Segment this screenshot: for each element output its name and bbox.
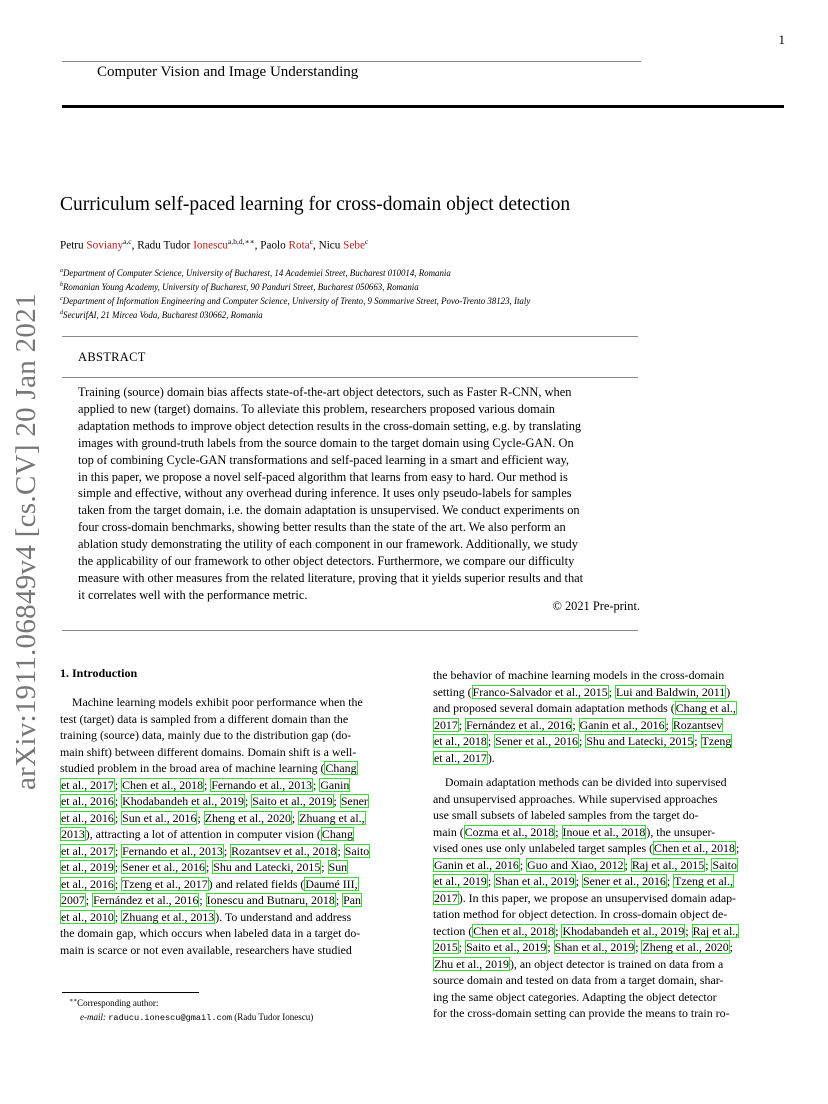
text-line — [60, 859, 410, 876]
citation-link[interactable]: Zhu et al., 2019 — [434, 956, 509, 971]
text-line — [433, 939, 784, 956]
text-line — [433, 807, 784, 824]
header-rule-thin — [62, 61, 641, 62]
citation-link[interactable]: Zhuang et al., 2013 — [122, 909, 215, 924]
citation-link[interactable]: Sener et al., 2016 — [122, 860, 206, 874]
affiliation-mark: c — [60, 296, 63, 303]
text-line — [60, 826, 410, 843]
text-segment: ; — [206, 860, 213, 874]
citation-link[interactable]: Sun et al., 2016 — [122, 810, 197, 825]
text-line — [60, 843, 410, 860]
text-segment: ; — [114, 794, 122, 808]
footnote-label: Corresponding author: — [77, 998, 159, 1008]
text-segment: for the cross-domain setting can provide the means to train ro- — [433, 1006, 730, 1020]
text-line — [433, 840, 784, 857]
text-segment: ; — [114, 860, 122, 874]
affiliation-line — [60, 296, 530, 306]
affiliation-line — [60, 268, 451, 278]
text-segment: main ( — [433, 824, 464, 839]
affiliation-text: SecurifAI, 21 Mircea Voda, Bucharest 030662, Romania — [63, 310, 263, 320]
text-segment: studied problem in the broad area of machine learning ( — [60, 761, 325, 775]
text-segment: vised ones use only unlabeled target samples ( — [433, 841, 654, 855]
text-line — [433, 684, 784, 701]
abstract-heading: ABSTRACT — [78, 350, 146, 364]
author-first-name: Paolo — [260, 239, 289, 252]
text-segment: ; — [547, 940, 554, 954]
text-segment: ), attracting a lot of attention in computer vision ( — [85, 827, 321, 841]
text-line — [60, 760, 410, 777]
text-segment: use small subsets of labeled samples from the target do- — [433, 808, 699, 822]
citation-link[interactable]: Fernando et al., 2013 — [122, 843, 223, 858]
text-line — [60, 727, 410, 744]
text-line — [433, 717, 784, 734]
citation-link[interactable]: Sun — [328, 860, 348, 874]
footnote-rule — [62, 992, 199, 993]
paragraph-gap — [433, 766, 784, 774]
citation-link[interactable]: et al., 2019 — [434, 874, 487, 888]
text-line — [433, 972, 784, 989]
text-line — [433, 667, 784, 684]
text-line — [433, 857, 784, 874]
text-segment: ; — [735, 841, 740, 855]
citation-link[interactable]: et al., 2016 — [61, 794, 114, 808]
abstract-line: images with ground-truth labels from the source domain to the target domain using Cycle-GAN. On — [78, 435, 574, 450]
text-line — [433, 1005, 784, 1022]
author-affil-mark: c — [309, 237, 314, 246]
citation-link[interactable]: Zheng et al., 2020 — [642, 940, 729, 954]
text-line — [60, 925, 410, 942]
citation-link[interactable]: Fernando et al., 2013 — [211, 777, 313, 792]
text-segment: ; — [114, 777, 122, 792]
abstract-line: top of combining Cycle-GAN transformations and self-paced learning in a smart and efficient way, — [78, 452, 569, 467]
text-line — [60, 892, 410, 909]
text-line — [60, 777, 410, 794]
abstract-line: measure with other measures from the related literature, proving that it yields superior results and that — [78, 570, 584, 585]
left-column-text — [60, 694, 410, 958]
affiliation-line — [60, 310, 263, 320]
text-segment: ; — [666, 874, 674, 888]
text-segment: main shift) between different domains. Domain shift is a well- — [60, 744, 357, 759]
citation-link[interactable]: Raj et al., 2015 — [631, 857, 705, 872]
citation-link[interactable]: Chang et al., — [675, 701, 736, 715]
abstract-line: four cross-domain benchmarks, showing better results than the state of the art. We also perform an — [78, 520, 566, 535]
text-segment: ; — [705, 857, 712, 872]
text-segment: test (target) data is sampled from a different domain than the — [60, 711, 349, 726]
citation-link[interactable]: Shan et al., 2019 — [495, 874, 575, 888]
citation-link[interactable]: Shan et al., 2019 — [554, 940, 635, 954]
abstract-line: in this paper, we propose a novel self-paced algorithm that learns from easy to hard. Our method is — [78, 469, 568, 484]
text-segment: ). — [487, 750, 495, 765]
text-line — [433, 906, 784, 923]
paper-title: Curriculum self-paced learning for cross-domain object detection — [60, 194, 571, 215]
text-segment: ; — [572, 717, 579, 732]
affiliation-mark: d — [60, 310, 63, 317]
text-segment: Machine learning models exhibit poor performance when the — [60, 695, 363, 709]
citation-link[interactable]: Chang — [321, 827, 353, 841]
text-line — [60, 876, 410, 893]
text-segment: ; — [114, 876, 122, 891]
text-segment: ; — [575, 874, 582, 888]
citation-link[interactable]: 2007 — [61, 893, 85, 907]
citation-link[interactable]: Fernández et al., 2016 — [466, 717, 572, 732]
right-column-text — [433, 667, 784, 1022]
citation-link[interactable]: et al., 2019 — [61, 860, 114, 874]
text-segment: ing the same object categories. Adapting the object detector — [433, 989, 717, 1004]
text-segment: ; — [114, 843, 122, 858]
text-segment: and proposed several domain adaptation methods ( — [433, 701, 675, 715]
citation-link[interactable]: Saito et al., 2019 — [466, 940, 547, 954]
citation-link[interactable]: Shu and Latecki, 2015 — [213, 860, 321, 874]
text-segment: tection ( — [433, 923, 473, 938]
citation-link[interactable]: Shu and Latecki, 2015 — [586, 734, 694, 748]
text-segment: ; — [197, 810, 204, 825]
text-line — [433, 989, 784, 1006]
citation-link[interactable]: 2013 — [61, 827, 85, 841]
citation-link[interactable]: et al., 2017 — [61, 777, 114, 792]
citation-link[interactable]: Tzeng et al., 2017 — [122, 876, 208, 891]
abstract-line: simple and effective, without any overhead during inference. It uses only pseudo-labels for samples — [78, 486, 572, 501]
author-first-name: Petru — [60, 239, 87, 252]
text-segment: ; — [244, 794, 252, 808]
text-line — [433, 733, 784, 750]
citation-link[interactable]: et al., 2016 — [61, 876, 114, 891]
text-line — [433, 774, 784, 791]
abstract-line: adaptation methods to improve object detection results in the cross-domain setting, e.g. by translating — [78, 418, 582, 433]
abstract-rule-bottom — [62, 630, 638, 631]
citation-link[interactable]: Cozma et al., 2018 — [464, 824, 555, 839]
citation-link[interactable]: Saito — [344, 843, 370, 858]
footnote-corresponding — [69, 997, 158, 1008]
text-segment: ; — [204, 777, 211, 792]
citation-link[interactable]: Zheng et al., 2020 — [204, 810, 291, 825]
text-segment: ; — [685, 923, 692, 938]
abstract-line: taken from the target domain, i.e. the domain adaptation is unsupervised. We conduct experiments on — [78, 503, 580, 518]
text-line — [433, 923, 784, 940]
citation-link[interactable]: Tzeng et al., — [674, 874, 733, 888]
citation-link[interactable]: Lui and Baldwin, 2011 — [615, 684, 726, 699]
text-segment: ; — [458, 717, 466, 732]
text-segment: ; — [555, 824, 562, 839]
author-first-name: Nicu — [318, 239, 344, 252]
citation-link[interactable]: Tzeng — [701, 734, 732, 748]
journal-name: Computer Vision and Image Understanding — [97, 64, 359, 80]
citation-link[interactable]: Rozantsev — [672, 717, 723, 732]
text-segment: ; — [337, 843, 344, 858]
text-segment: ; — [291, 810, 299, 825]
text-segment: ; — [487, 734, 495, 748]
abstract-line: Training (source) domain bias affects state-of-the-art object detectors, such as Faster R-CNN, when — [78, 385, 572, 399]
header-rule-thick — [62, 105, 784, 108]
citation-link[interactable]: et al., 2016 — [61, 810, 114, 825]
text-line — [433, 890, 784, 907]
citation-link[interactable]: Khodabandeh et al., 2019 — [122, 794, 244, 808]
citation-link[interactable]: et al., 2010 — [61, 909, 114, 924]
text-segment: ), an object detector is trained on data from a — [509, 956, 724, 971]
email-owner: (Radu Tudor Ionescu) — [234, 1012, 314, 1022]
citation-link[interactable]: 2015 — [434, 940, 458, 954]
citation-link[interactable]: Ganin et al., 2016 — [434, 857, 519, 872]
text-segment: ; — [333, 794, 340, 808]
author-first-name: Radu Tudor — [137, 239, 194, 252]
citation-link[interactable]: Ionescu and Butnaru, 2018 — [206, 893, 335, 907]
citation-link[interactable]: Saito — [712, 857, 737, 872]
text-segment: ; — [694, 734, 701, 748]
footnote-mark: ∗∗ — [69, 998, 78, 1004]
author-link[interactable]: Rota — [288, 239, 310, 252]
text-segment: the domain gap, which occurs when labeled data in a target do- — [60, 926, 361, 940]
citation-link[interactable]: Ganin et al., 2016 — [579, 717, 665, 732]
affiliation-line — [60, 282, 419, 292]
text-segment: ; — [608, 684, 615, 699]
citation-link[interactable]: Pan — [343, 893, 361, 907]
citation-link[interactable]: 2017 — [434, 717, 458, 732]
citation-link[interactable]: Raj et al., — [692, 923, 739, 938]
citation-link[interactable]: Chen et al., 2018 — [122, 777, 204, 792]
text-line — [433, 824, 784, 841]
abstract-line: applied to new (target) domains. To alleviate this problem, researchers proposed various domain — [78, 401, 555, 416]
text-line — [60, 942, 410, 959]
text-segment: and unsupervised approaches. While supervised approaches — [433, 791, 718, 806]
citation-link[interactable]: et al., 2017 — [61, 843, 114, 858]
affiliation-text: Department of Information Engineering and Computer Science, University of Trento, 9 Sommarive Street, Povo-Trento 38123, Italy — [62, 296, 531, 306]
text-segment: source domain and tested on data from a target domain, shar- — [433, 973, 724, 987]
abstract-line: it correlates well with the performance metric. — [78, 587, 308, 602]
text-line — [60, 909, 410, 926]
text-segment: ; — [458, 940, 466, 954]
text-segment: ; — [665, 717, 672, 732]
text-segment: the behavior of machine learning models in the cross-domain — [433, 668, 725, 682]
text-segment: ) — [726, 684, 731, 699]
text-segment: ; — [519, 857, 527, 872]
text-line — [433, 791, 784, 808]
author-separator: , — [131, 239, 138, 252]
text-segment: ; — [635, 940, 642, 954]
citation-link[interactable]: et al., 2018 — [434, 734, 487, 748]
author-link[interactable]: Sebe — [343, 239, 365, 252]
citation-link[interactable]: Saito et al., 2019 — [252, 794, 333, 808]
citation-link[interactable]: Fernández et al., 2016 — [93, 893, 199, 907]
abstract-line: the applicability of our framework to other object detectors. Furthermore, we compare our difficulty — [78, 554, 575, 569]
text-segment: ; — [729, 940, 733, 954]
text-segment: ; — [199, 893, 206, 907]
page-number: 1 — [778, 32, 785, 47]
text-line — [60, 694, 410, 711]
citation-link[interactable]: Chang — [325, 761, 357, 775]
text-segment: ) and related fields ( — [208, 876, 305, 891]
affiliation-mark: b — [60, 282, 63, 289]
text-segment: ; — [313, 777, 320, 792]
email-label: e-mail: — [80, 1012, 106, 1022]
text-segment: ; — [85, 893, 93, 907]
text-line — [433, 956, 784, 973]
text-line — [60, 793, 410, 810]
text-segment: ; — [487, 874, 495, 888]
citation-link[interactable]: Khodabandeh et al., 2019 — [562, 923, 685, 938]
text-segment: ; — [555, 923, 562, 938]
citation-link[interactable]: Zhuang et al., — [299, 810, 365, 825]
abstract-rule-top — [62, 336, 638, 337]
text-segment: setting ( — [433, 684, 472, 699]
citation-link[interactable]: 2017 — [434, 890, 458, 905]
author-affil-mark: a,b,d,∗∗ — [228, 237, 255, 246]
text-segment: main is scarce or not even available, researchers have studied — [60, 942, 352, 957]
author-list — [60, 237, 368, 252]
citation-link[interactable]: Chen et al., 2018 — [654, 841, 735, 855]
author-affil-mark: c — [364, 237, 369, 246]
arxiv-identifier: arXiv:1911.06849v4 [cs.CV] 20 Jan 2021 — [10, 293, 42, 790]
text-segment: ; — [321, 860, 328, 874]
abstract-text — [78, 384, 640, 604]
author-affil-mark: a,c — [123, 237, 132, 246]
text-segment: ; — [579, 734, 586, 748]
affiliation-text: Romanian Young Academy, University of Bucharest, 90 Panduri Street, Bucharest 050663, Romania — [63, 282, 419, 292]
citation-link[interactable]: Rozantsev et al., 2018 — [231, 843, 337, 858]
text-segment: ; — [223, 843, 231, 858]
text-segment: training (source) data, mainly due to the distribution gap (do- — [60, 728, 352, 742]
citation-link[interactable]: Inoue et al., 2018 — [562, 824, 646, 839]
citation-link[interactable]: Sener — [340, 794, 368, 808]
text-line — [433, 750, 784, 767]
author-link[interactable]: Ionescu — [193, 239, 228, 252]
text-segment: tation method for object detection. In cross-domain object de- — [433, 907, 728, 921]
citation-link[interactable]: et al., 2017 — [434, 750, 487, 765]
text-segment: ), the unsuper- — [646, 824, 716, 839]
citation-link[interactable]: Daumé III, — [305, 876, 358, 891]
text-segment: ; — [335, 893, 343, 907]
citation-link[interactable]: Guo and Xiao, 2012 — [527, 857, 624, 872]
text-line — [60, 744, 410, 761]
text-segment: Domain adaptation methods can be divided into supervised — [433, 775, 727, 789]
affiliation-text: Department of Computer Science, University of Bucharest, 14 Academiei Street, Bucharest 010014, Romania — [63, 268, 451, 278]
text-segment: ). In this paper, we propose an unsupervised domain adap- — [458, 890, 737, 905]
text-line — [433, 873, 784, 890]
citation-link[interactable]: Franco-Salvador et al., 2015 — [472, 684, 608, 699]
citation-link[interactable]: Sener et al., 2016 — [583, 874, 666, 888]
citation-link[interactable]: Sener et al., 2016 — [495, 734, 579, 748]
author-link[interactable]: Soviany — [86, 239, 124, 252]
text-segment: ; — [114, 909, 122, 924]
section-heading: 1. Introduction — [60, 666, 138, 680]
citation-link[interactable]: Ganin — [320, 777, 350, 792]
author-separator: , — [313, 239, 319, 252]
text-line — [60, 810, 410, 827]
copyright-notice: © 2021 Pre-print. — [552, 599, 640, 613]
author-separator: , — [254, 239, 261, 252]
email-address[interactable]: raducu.ionescu@gmail.com — [108, 1013, 233, 1023]
footnote-email-line — [80, 1012, 313, 1023]
abstract-rule-mid — [62, 377, 638, 378]
text-segment: ). To understand and address — [215, 909, 352, 924]
text-line — [433, 700, 784, 717]
text-segment: ; — [624, 857, 631, 872]
citation-link[interactable]: Chen et al., 2018 — [473, 923, 555, 938]
text-segment: ; — [114, 810, 122, 825]
affiliation-mark: a — [60, 268, 63, 275]
abstract-line: ablation study demonstrating the utility of each component in our framework. Additionally, we study — [78, 537, 578, 552]
text-line — [60, 711, 410, 728]
